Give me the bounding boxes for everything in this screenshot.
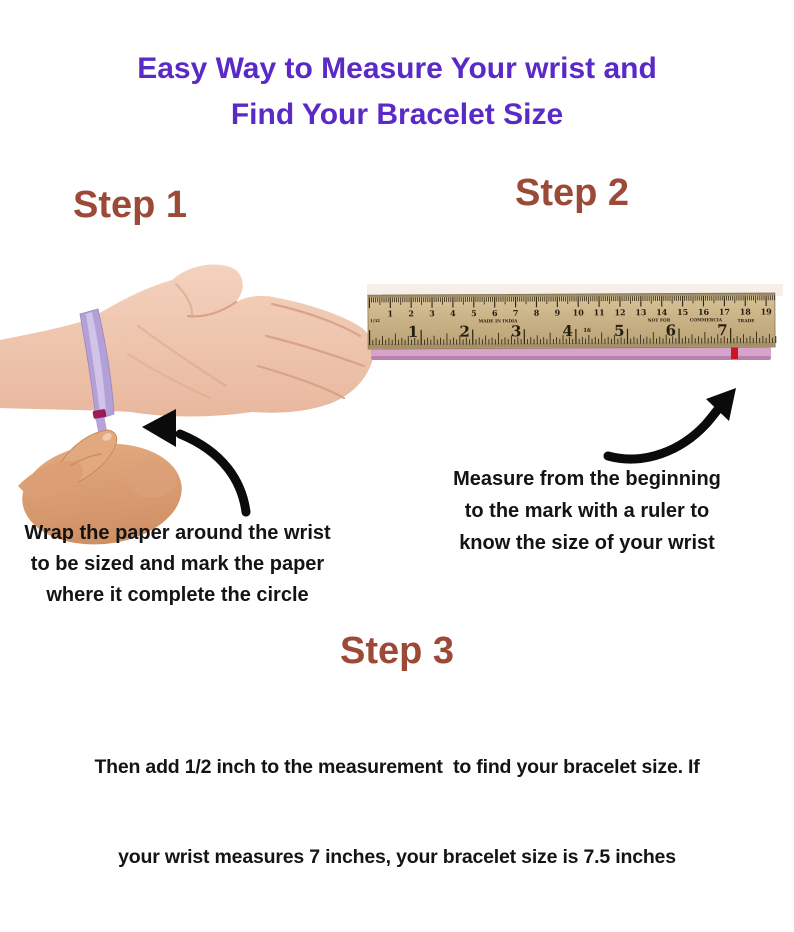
step3-line-2: your wrist measures 7 inches, your bracelet size is 7.5 inches (47, 842, 747, 872)
open-hand-silhouette (0, 265, 374, 417)
made-in-india-engraving: MADE IN INDIA (478, 319, 518, 324)
svg-text:7: 7 (513, 308, 519, 318)
svg-text:3: 3 (429, 308, 435, 318)
svg-text:6: 6 (666, 321, 677, 339)
title-line-2: Find Your Bracelet Size (0, 92, 794, 138)
step1-line-1: Wrap the paper around the wrist (5, 518, 350, 549)
step1-heading: Step 1 (30, 184, 230, 227)
svg-text:4: 4 (562, 322, 573, 340)
step2-arrow (608, 400, 725, 459)
step2-line-3: know the size of your wrist (398, 527, 776, 559)
svg-text:2: 2 (459, 323, 470, 341)
svg-text:1: 1 (408, 323, 419, 341)
not-for-engraving: NOT FOR (648, 319, 671, 324)
svg-text:16: 16 (698, 307, 710, 317)
paper-strip-shadow (371, 356, 771, 360)
ruler-photo (365, 282, 794, 367)
hand-photo (0, 252, 378, 510)
step2-heading: Step 2 (472, 172, 672, 215)
svg-text:9: 9 (555, 308, 561, 318)
svg-text:15: 15 (677, 307, 688, 317)
title-line-1: Easy Way to Measure Your wrist and (0, 46, 794, 92)
svg-text:5: 5 (471, 308, 477, 318)
step3-description (47, 692, 747, 932)
svg-text:12: 12 (614, 307, 625, 317)
ruler-illustration (365, 282, 794, 367)
svg-text:8: 8 (534, 308, 540, 318)
sixteenth-engraving: 16 (583, 328, 591, 334)
step2-line-1: Measure from the beginning (398, 463, 776, 495)
trade-engraving: TRADE (737, 319, 755, 324)
svg-text:11: 11 (594, 307, 605, 317)
step2-description (398, 463, 776, 559)
hand-illustration (0, 252, 378, 510)
svg-text:10: 10 (573, 307, 585, 317)
step2-arrowhead (706, 388, 736, 421)
svg-text:4: 4 (450, 308, 456, 318)
measurement-mark (731, 347, 738, 359)
svg-text:6: 6 (492, 308, 498, 318)
page-title (0, 46, 794, 138)
step1-line-3: where it complete the circle (5, 580, 350, 611)
svg-text:14: 14 (656, 307, 668, 317)
svg-text:7: 7 (717, 321, 728, 339)
svg-text:2: 2 (408, 308, 414, 318)
svg-text:18: 18 (740, 307, 752, 317)
svg-text:17: 17 (719, 307, 730, 317)
step1-line-2: to be sized and mark the paper (5, 549, 350, 580)
svg-text:1: 1 (388, 308, 394, 318)
step3-heading: Step 3 (0, 630, 794, 673)
commercial-engraving: COMMERCIA (690, 318, 723, 323)
svg-text:3: 3 (511, 322, 522, 340)
svg-text:5: 5 (614, 322, 625, 340)
step3-line-1: Then add 1/2 inch to the measurement to find your bracelet size. If (47, 752, 747, 782)
fraction-engraving: 1/32 (370, 318, 380, 323)
step2-line-2: to the mark with a ruler to (398, 495, 776, 527)
svg-text:19: 19 (761, 306, 773, 316)
step1-description (5, 518, 350, 611)
svg-text:13: 13 (635, 307, 647, 317)
